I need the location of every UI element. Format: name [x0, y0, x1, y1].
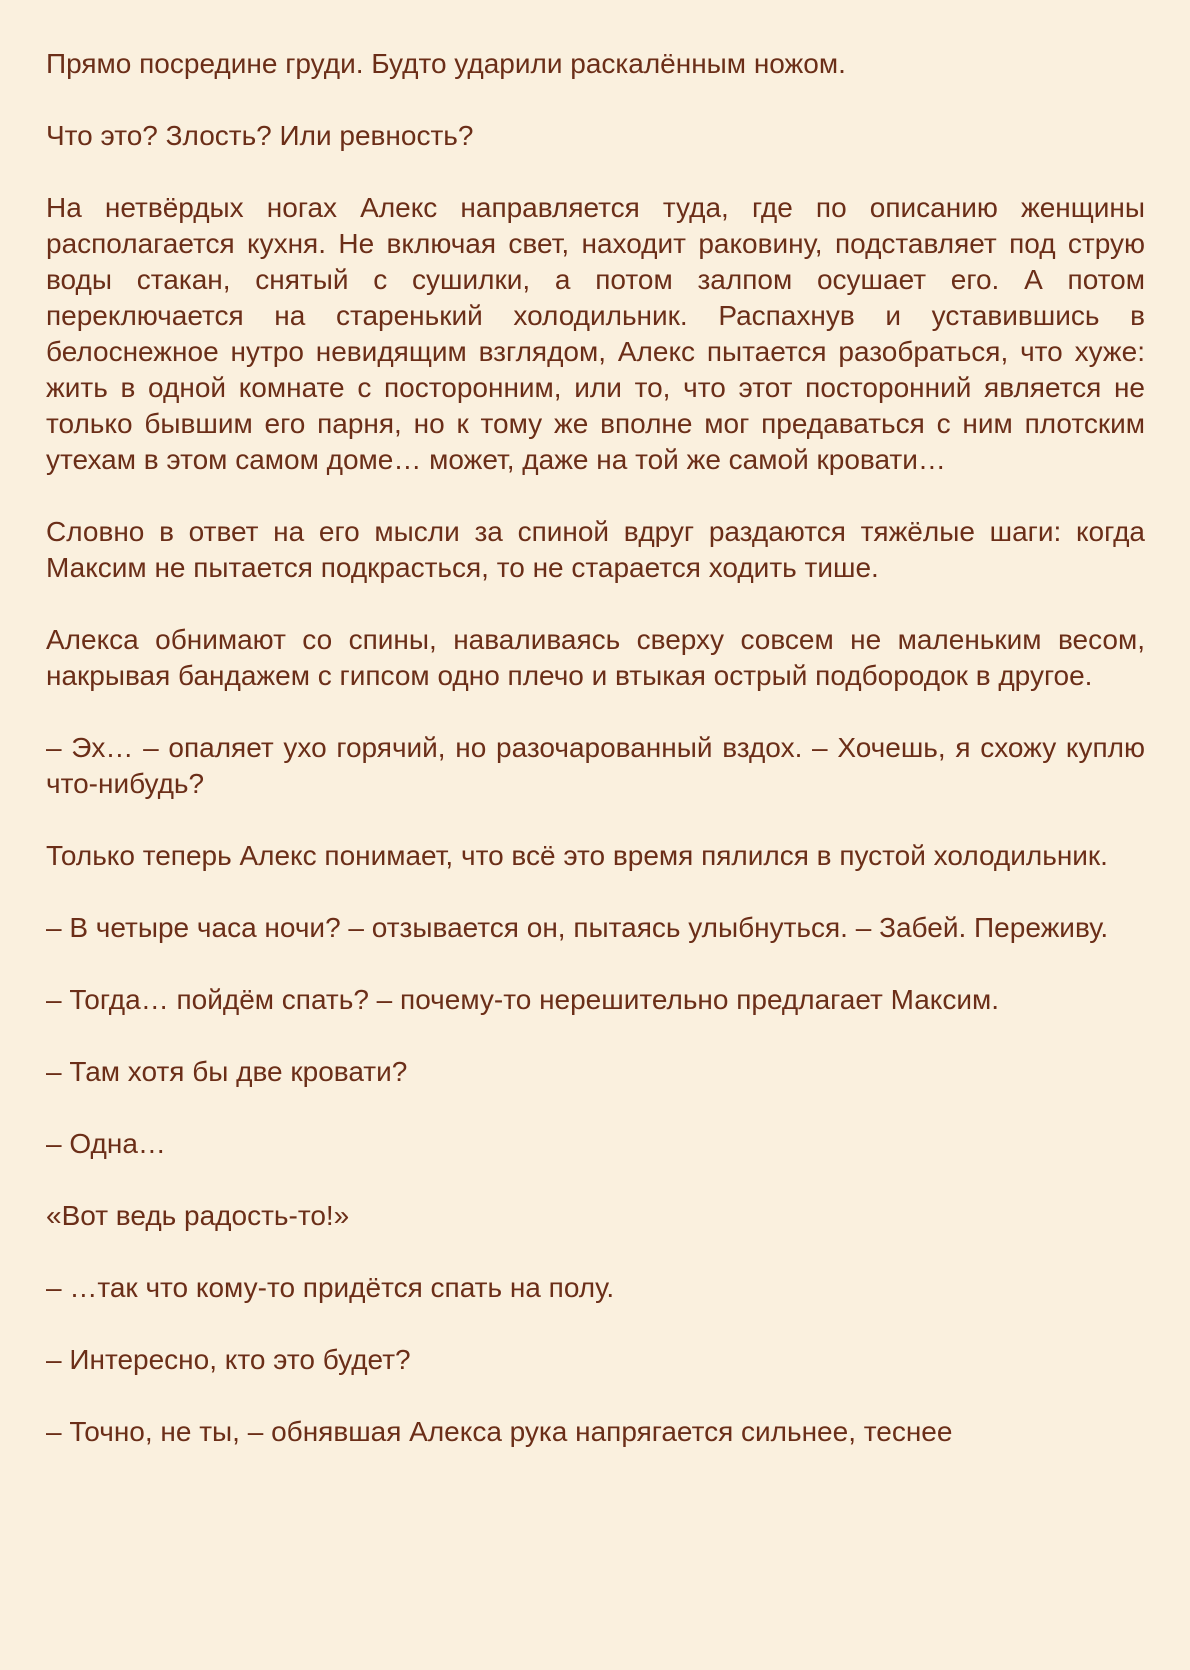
paragraph: Что это? Злость? Или ревность?	[46, 120, 474, 151]
paragraph: Словно в ответ на его мысли за спиной вдруг раздаются тяжёлые шаги: когда Максим не пытается подкрасться, то не старается ходить тише.	[46, 516, 1145, 583]
paragraph: – Эх… – опаляет ухо горячий, но разочарованный вздох. – Хочешь, я схожу куплю что-нибудь?	[46, 732, 1145, 799]
paragraph: – Точно, не ты, – обнявшая Алекса рука напрягается сильнее, теснее	[46, 1416, 953, 1447]
paragraph: – …так что кому-то придётся спать на полу.	[46, 1272, 615, 1303]
paragraph: Алекса обнимают со спины, наваливаясь сверху совсем не маленьким весом, накрывая бандажем с гипсом одно плечо и втыкая острый подбородок в другое.	[46, 624, 1145, 691]
book-page-text	[46, 46, 1145, 1670]
paragraph: Только теперь Алекс понимает, что всё это время пялился в пустой холодильник.	[46, 840, 1108, 871]
paragraph: – Интересно, кто это будет?	[46, 1344, 411, 1375]
paragraph: – В четыре часа ночи? – отзывается он, пытаясь улыбнуться. – Забей. Переживу.	[46, 912, 1109, 943]
paragraph: – Тогда… пойдём спать? – почему-то нерешительно предлагает Максим.	[46, 984, 1000, 1015]
paragraph: «Вот ведь радость-то!»	[46, 1200, 350, 1231]
paragraph: Прямо посредине груди. Будто ударили раскалённым ножом.	[46, 48, 846, 79]
paragraph: – Там хотя бы две кровати?	[46, 1056, 408, 1087]
paragraph: – Одна…	[46, 1128, 166, 1159]
paragraph: На нетвёрдых ногах Алекс направляется туда, где по описанию женщины располагается кухня. Не включая свет, находит раковину, подставляет под струю воды стакан, снятый с сушилки, а потом залпом осушает его. А потом переключается на старенький холодильник. Распахнув и уставившись в белоснежное нутро невидящим взглядом, Алекс пытается разобраться, что хуже: жить в одной комнате с посторонним, или то, что этот посторонний является не только бывшим его парня, но к тому же вполне мог предаваться с ним плотским утехам в этом самом доме… может, даже на той же самой кровати…	[46, 192, 1145, 475]
